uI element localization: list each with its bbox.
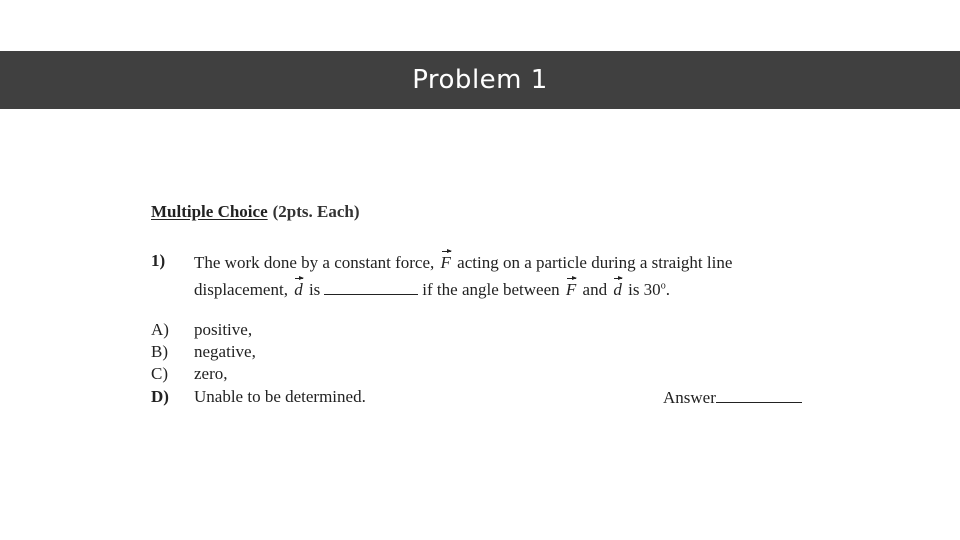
section-heading-note: (2pts. Each) — [272, 202, 360, 221]
question-text-part: if the angle between — [422, 280, 560, 299]
option-text: positive, — [194, 320, 253, 339]
question-text-part: and — [582, 280, 608, 299]
option-text: zero, — [194, 364, 228, 383]
option-letter: D) — [151, 387, 169, 406]
option-text: negative, — [194, 342, 256, 361]
vector-f-symbol: F — [565, 280, 577, 299]
question-text-part: is — [308, 280, 321, 299]
question-text-part: . — [665, 280, 670, 299]
section-heading — [151, 202, 360, 222]
option-letter: A) — [151, 320, 169, 339]
question-text-part: is 30 — [628, 280, 661, 299]
option-text: Unable to be determined. — [194, 387, 366, 406]
option-letter: C) — [151, 364, 168, 383]
question-line-1 — [194, 251, 732, 273]
question-line-2 — [194, 278, 670, 300]
answer-label: Answer — [663, 388, 716, 407]
question-number: 1) — [151, 251, 166, 270]
slide-title: Problem 1 — [412, 65, 548, 95]
question-text-part: acting on a particle during a straight line — [457, 253, 733, 272]
section-heading-main: Multiple Choice — [151, 202, 268, 221]
answer-field — [663, 388, 802, 408]
vector-d-symbol: d — [613, 280, 622, 299]
question-text-part: The work done by a constant force, — [194, 253, 435, 272]
vector-f-symbol: F — [440, 253, 451, 272]
fill-in-blank — [324, 280, 418, 295]
question-text-part: displacement, — [194, 280, 288, 299]
degree-mark: o — [660, 280, 666, 292]
answer-blank — [716, 388, 802, 403]
vector-d-symbol: d — [294, 280, 303, 299]
option-letter: B) — [151, 342, 168, 361]
